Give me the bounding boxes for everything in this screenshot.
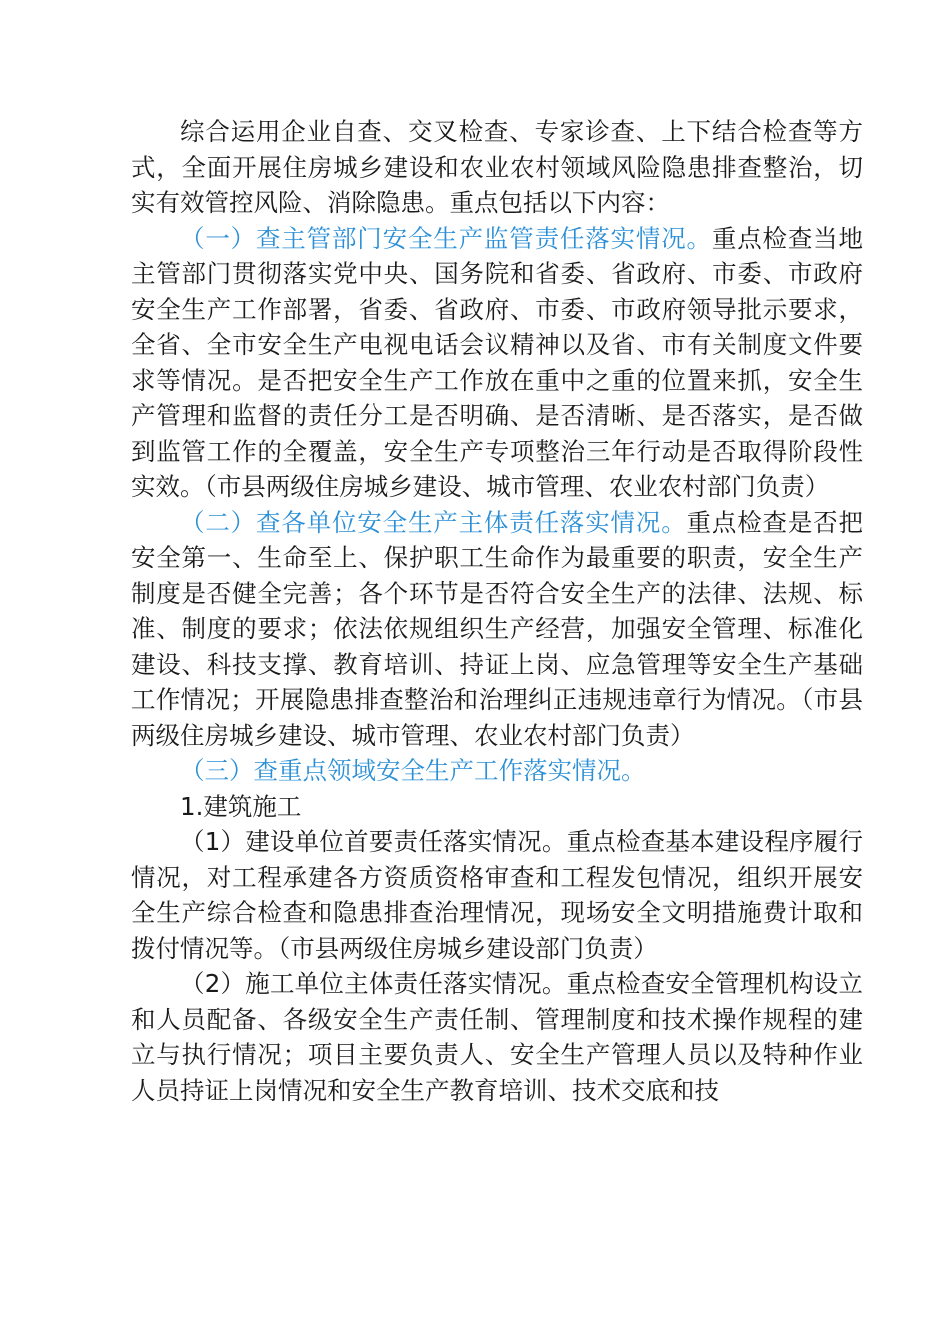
- section-2-paragraph: [131, 505, 863, 754]
- section-1-body: 重点检查当地主管部门贯彻落实党中央、国务院和省委、省政府、市委、市政府安全生产工作部署，省委、省政府、市委、市政府领导批示要求，全省、全市安全生产电视电话会议精神以及省、市有关制度文件要求等情况。是否把安全生产工作放在重中之重的位置来抓，安全生产管理和监督的责任分工是否明确、是否清晰、是否落实，是否做到监管工作的全覆盖，安全生产专项整治三年行动是否取得阶段性实效。（市县两级住房城乡建设、城市管理、农业农村部门负责）: [131, 223, 864, 501]
- section-1-heading: （一）查主管部门安全生产监管责任落实情况。: [180, 223, 712, 253]
- section-1-paragraph: [131, 221, 863, 505]
- item-1-paragraph: [131, 824, 863, 966]
- intro-paragraph: [131, 114, 863, 221]
- section-2-heading: （二）查各单位安全生产主体责任落实情况。: [180, 507, 687, 537]
- document-page: [131, 114, 863, 1108]
- item-1-text: （1）建设单位首要责任落实情况。重点检查基本建设程序履行情况，对工程承建各方资质资格审查和工程发包情况，组织开展安全生产综合检查和隐患排查治理情况，现场安全文明措施费计取和拨付情况等。（市县两级住房城乡建设部门负责）: [131, 827, 863, 963]
- section-2-body: 重点检查是否把安全第一、生命至上、保护职工生命作为最重要的职责，安全生产制度是否健全完善；各个环节是否符合安全生产的法律、法规、标准、制度的要求；依法依规组织生产经营，加强安全管理、标准化建设、科技支撑、教育培训、持证上岗、应急管理等安全生产基础工作情况；开展隐患排查整治和治理纠正违规违章行为情况。（市县两级住房城乡建设、城市管理、农业农村部门负责）: [131, 507, 864, 750]
- intro-text: 综合运用企业自查、交叉检查、专家诊查、上下结合检查等方式，全面开展住房城乡建设和农业农村领域风险隐患排查整治，切实有效管控风险、消除隐患。重点包括以下内容：: [131, 117, 863, 217]
- item-2-text: （2）施工单位主体责任落实情况。重点检查安全管理机构设立和人员配备、各级安全生产责任制、管理制度和技术操作规程的建立与执行情况；项目主要负责人、安全生产管理人员以及特种作业人员持证上岗情况和安全生产教育培训、技术交底和技: [131, 969, 863, 1105]
- subsection-1-title-text: 1.建筑施工: [180, 791, 302, 821]
- section-3-paragraph: [131, 753, 863, 789]
- subsection-1-title: [131, 789, 863, 825]
- item-2-paragraph: [131, 966, 863, 1108]
- section-3-heading: （三）查重点领域安全生产工作落实情况。: [180, 756, 646, 785]
